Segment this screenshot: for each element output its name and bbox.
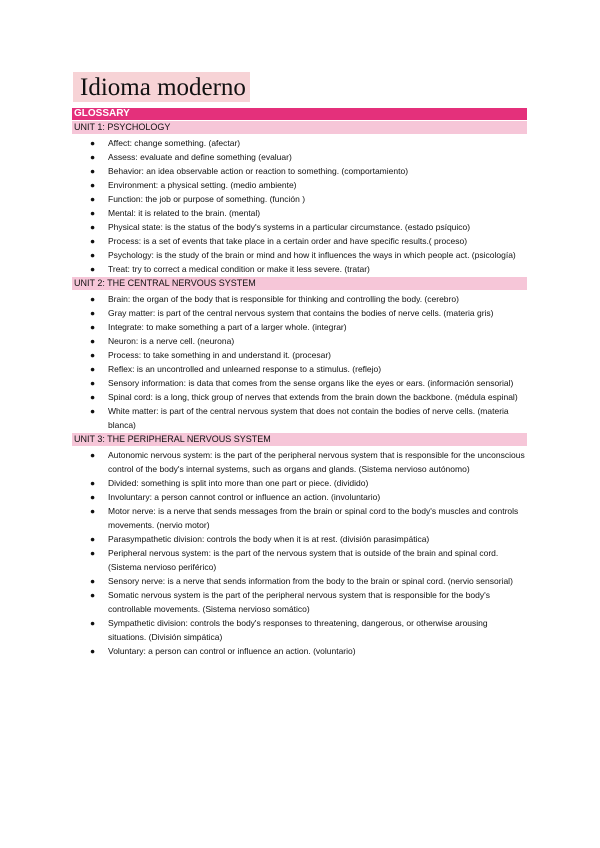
- term-definition: Psychology: is the study of the brain or mind and how it influences the ways in which people act. (psicología): [108, 250, 516, 260]
- term-definition: Treat: try to correct a medical condition or make it less severe. (tratar): [108, 264, 370, 274]
- list-item: [72, 262, 527, 276]
- bullet-icon: ●: [90, 294, 96, 304]
- term-definition: Peripheral nervous system: is the part of the nervous system that is outside of the brain and spinal cord. (Sistema nervioso periférico): [108, 548, 499, 572]
- bullet-icon: ●: [90, 208, 96, 218]
- list-item: [72, 220, 527, 234]
- bullet-icon: ●: [90, 576, 96, 586]
- bullet-icon: ●: [90, 308, 96, 318]
- list-item: [72, 292, 527, 306]
- bullet-icon: ●: [90, 250, 96, 260]
- term-definition: Spinal cord: is a long, thick group of nerves that extends from the brain down the backbone. (médula espinal): [108, 392, 518, 402]
- term-definition: Autonomic nervous system: is the part of the peripheral nervous system that is responsible for the unconscious control of the body's internal systems, such as organs and glands. (Sistema nervioso autónomo): [108, 450, 525, 474]
- term-definition: Sensory nerve: is a nerve that sends information from the body to the brain or spinal cord. (nervio sensorial): [108, 576, 513, 586]
- bullet-icon: ●: [90, 392, 96, 402]
- page-title: Idioma moderno: [73, 72, 250, 102]
- list-item: [72, 306, 527, 320]
- list-item: [72, 616, 527, 644]
- bullet-icon: ●: [90, 548, 96, 558]
- term-definition: Mental: it is related to the brain. (mental): [108, 208, 261, 218]
- bullet-icon: ●: [90, 492, 96, 502]
- list-item: [72, 164, 527, 178]
- unit-heading: UNIT 2: THE CENTRAL NERVOUS SYSTEM: [72, 277, 527, 290]
- bullet-icon: ●: [90, 166, 96, 176]
- term-definition: Brain: the organ of the body that is responsible for thinking and controlling the body. (cerebro): [108, 294, 459, 304]
- term-definition: White matter: is part of the central nervous system that does not contain the bodies of nerve cells. (materia blanca): [108, 406, 509, 430]
- bullet-icon: ●: [90, 180, 96, 190]
- term-definition: Affect: change something. (afectar): [108, 138, 241, 148]
- term-definition: Voluntary: a person can control or influence an action. (voluntario): [108, 646, 356, 656]
- term-definition: Physical state: is the status of the body's systems in a particular circumstance. (estado psíquico): [108, 222, 471, 232]
- bullet-icon: ●: [90, 336, 96, 346]
- bullet-icon: ●: [90, 506, 96, 516]
- term-definition: Environment: a physical setting. (medio ambiente): [108, 180, 297, 190]
- bullet-icon: ●: [90, 264, 96, 274]
- list-item: [72, 206, 527, 220]
- bullet-icon: ●: [90, 236, 96, 246]
- bullet-icon: ●: [90, 646, 96, 656]
- unit-1-term-list: [72, 136, 527, 276]
- term-definition: Gray matter: is part of the central nervous system that contains the bodies of nerve cells. (materia gris): [108, 308, 494, 318]
- term-definition: Process: is a set of events that take place in a certain order and have specific results.( proceso): [108, 236, 468, 246]
- list-item: [72, 448, 527, 476]
- list-item: [72, 390, 527, 404]
- term-definition: Motor nerve: is a nerve that sends messages from the brain or spinal cord to the body's muscles and controls movements. (nervio motor): [108, 506, 519, 530]
- list-item: [72, 136, 527, 150]
- list-item: [72, 644, 527, 658]
- list-item: [72, 490, 527, 504]
- list-item: [72, 504, 527, 532]
- bullet-icon: ●: [90, 152, 96, 162]
- list-item: [72, 362, 527, 376]
- bullet-icon: ●: [90, 138, 96, 148]
- term-definition: Neuron: is a nerve cell. (neurona): [108, 336, 235, 346]
- term-definition: Sympathetic division: controls the body's responses to threatening, dangerous, or otherwise arousing situations. (División simpática): [108, 618, 488, 642]
- bullet-icon: ●: [90, 450, 96, 460]
- unit-3-term-list: [72, 448, 527, 658]
- term-definition: Process: to take something in and understand it. (procesar): [108, 350, 332, 360]
- term-definition: Somatic nervous system is the part of the peripheral nervous system that is responsible for the body's controllable movements. (Sistema nervioso somático): [108, 590, 490, 614]
- term-definition: Sensory information: is data that comes from the sense organs like the eyes or ears. (información sensorial): [108, 378, 514, 388]
- list-item: [72, 334, 527, 348]
- bullet-icon: ●: [90, 618, 96, 628]
- list-item: [72, 248, 527, 262]
- bullet-icon: ●: [90, 322, 96, 332]
- bullet-icon: ●: [90, 534, 96, 544]
- bullet-icon: ●: [90, 478, 96, 488]
- list-item: [72, 320, 527, 334]
- term-definition: Involuntary: a person cannot control or influence an action. (involuntario): [108, 492, 381, 502]
- bullet-icon: ●: [90, 364, 96, 374]
- list-item: [72, 150, 527, 164]
- list-item: [72, 234, 527, 248]
- bullet-icon: ●: [90, 378, 96, 388]
- bullet-icon: ●: [90, 406, 96, 416]
- term-definition: Behavior: an idea observable action or reaction to something. (comportamiento): [108, 166, 409, 176]
- list-item: [72, 574, 527, 588]
- list-item: [72, 348, 527, 362]
- term-definition: Parasympathetic division: controls the body when it is at rest. (división parasimpática): [108, 534, 430, 544]
- list-item: [72, 546, 527, 574]
- term-definition: Integrate: to make something a part of a larger whole. (integrar): [108, 322, 347, 332]
- list-item: [72, 588, 527, 616]
- list-item: [72, 404, 527, 432]
- glossary-header: GLOSSARY: [72, 108, 527, 120]
- glossary-content: [72, 108, 527, 658]
- unit-heading: UNIT 3: THE PERIPHERAL NERVOUS SYSTEM: [72, 433, 527, 446]
- list-item: [72, 376, 527, 390]
- bullet-icon: ●: [90, 350, 96, 360]
- list-item: [72, 532, 527, 546]
- bullet-icon: ●: [90, 194, 96, 204]
- list-item: [72, 178, 527, 192]
- bullet-icon: ●: [90, 590, 96, 600]
- term-definition: Assess: evaluate and define something (evaluar): [108, 152, 292, 162]
- list-item: [72, 192, 527, 206]
- term-definition: Function: the job or purpose of something. (función ): [108, 194, 306, 204]
- term-definition: Divided: something is split into more than one part or piece. (dividido): [108, 478, 369, 488]
- unit-2-term-list: [72, 292, 527, 432]
- bullet-icon: ●: [90, 222, 96, 232]
- list-item: [72, 476, 527, 490]
- term-definition: Reflex: is an uncontrolled and unlearned response to a stimulus. (reflejo): [108, 364, 382, 374]
- unit-heading: UNIT 1: PSYCHOLOGY: [72, 121, 527, 134]
